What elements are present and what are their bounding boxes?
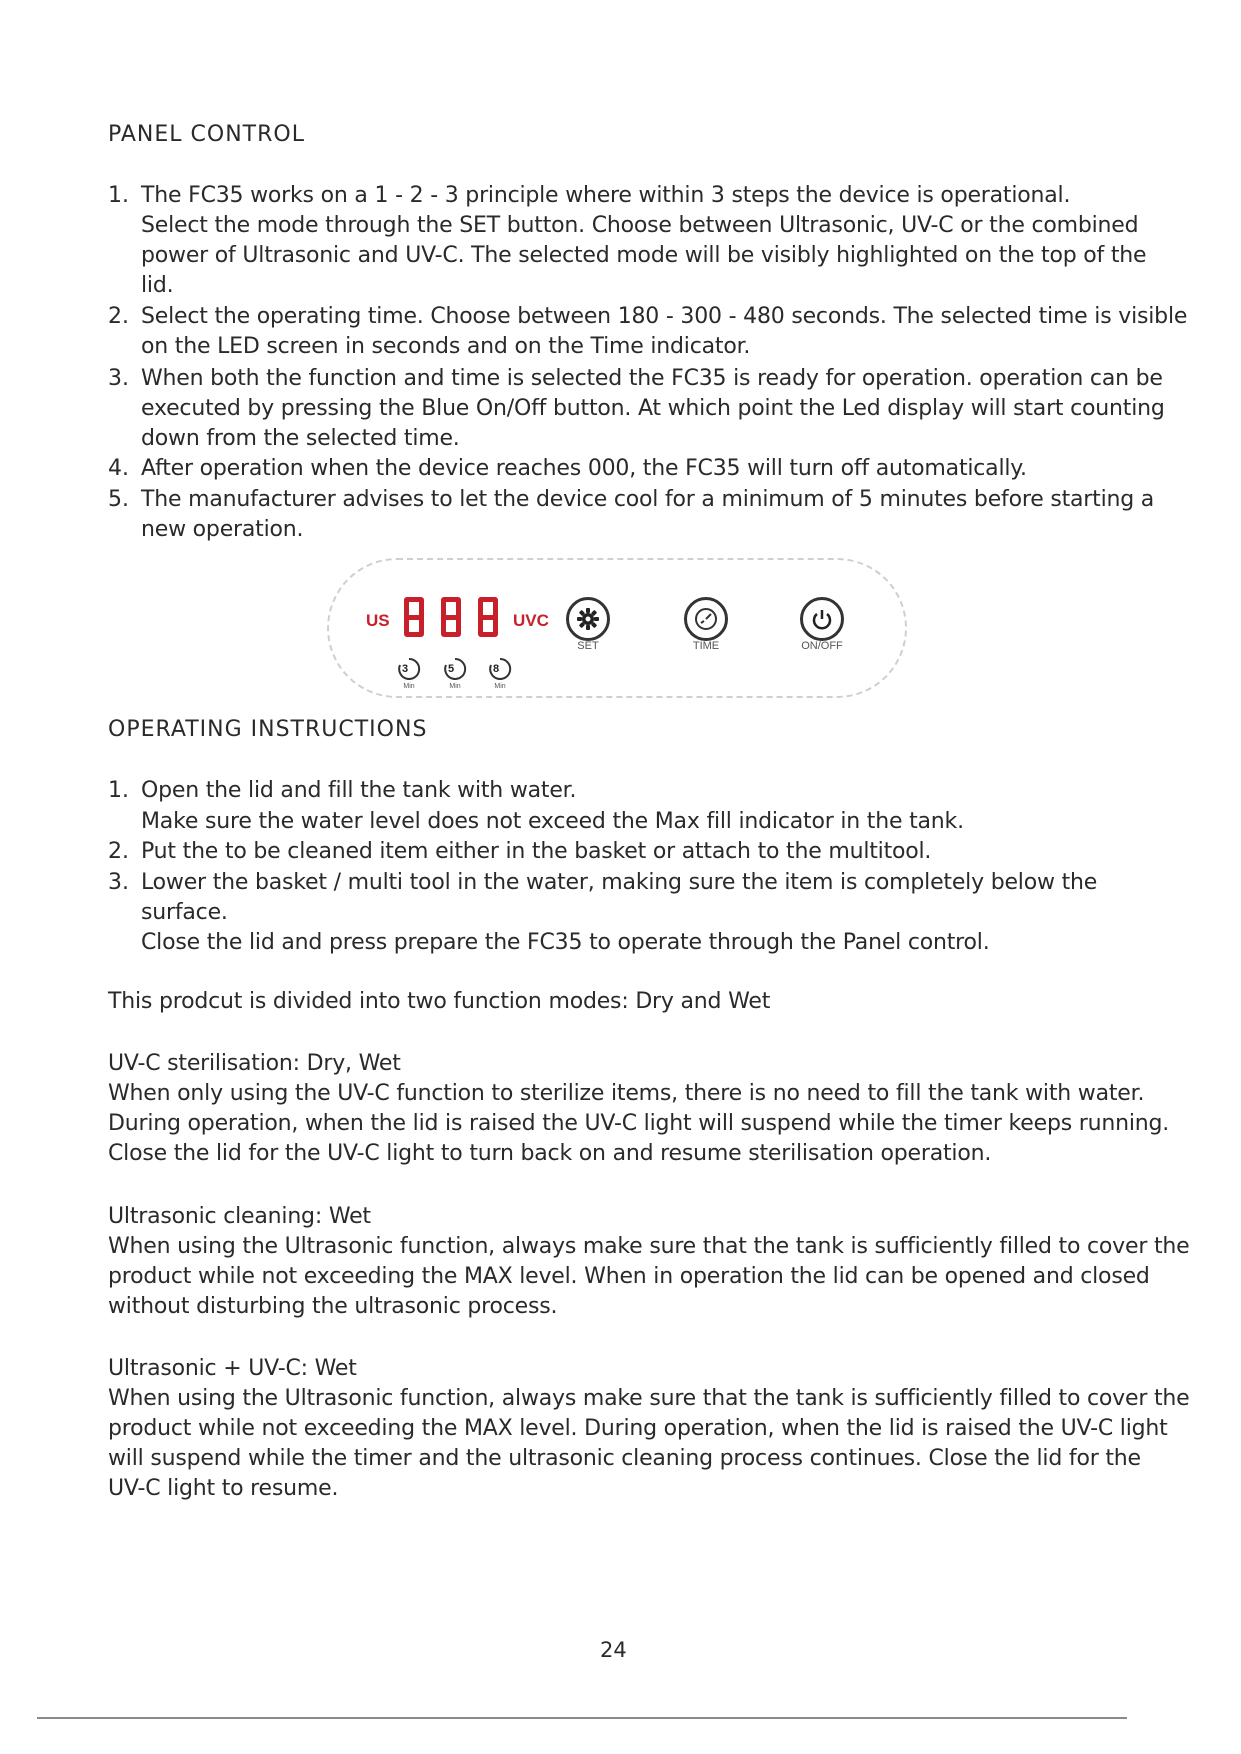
list-item-number: 4. [108,456,129,481]
section-line: When using the Ultrasonic function, always make sure that the tank is sufficiently filled to cover the [108,1234,1190,1259]
section-line: UV-C light to resume. [108,1476,339,1501]
timer-value: 5 [448,663,455,675]
led-digit [404,597,424,637]
list-item-number: 3. [108,366,129,391]
section-line: When only using the UV-C function to sterilize items, there is no need to fill the tank with water. [108,1081,1145,1106]
list-item-number: 2. [108,839,129,864]
footer-divider [37,1717,1127,1719]
list-item-line: on the LED screen in seconds and on the Time indicator. [141,334,751,359]
list-item-line: Put the to be cleaned item either in the basket or attach to the multitool. [141,839,932,864]
list-item-line: power of Ultrasonic and UV-C. The selected mode will be visibly highlighted on the top of the [141,243,1147,268]
section-title: Ultrasonic cleaning: Wet [108,1204,371,1229]
led-digit [441,597,461,637]
gear-icon [576,607,600,631]
section-title: Ultrasonic + UV-C: Wet [108,1356,357,1381]
list-item-line: The FC35 works on a 1 - 2 - 3 principle where within 3 steps the device is operational. [141,183,1071,208]
section-line: without disturbing the ultrasonic process. [108,1294,558,1319]
timer-icon [693,606,719,632]
section-title: UV-C sterilisation: Dry, Wet [108,1051,401,1076]
page-number: 24 [600,1638,627,1662]
list-item-number: 1. [108,778,129,803]
timer-unit: Min [449,683,461,690]
us-mode-label: US [366,611,390,630]
time-button-icon [684,597,728,641]
list-item-line: down from the selected time. [141,426,460,451]
section-line: During operation, when the lid is raised the UV-C light will suspend while the timer keeps running. [108,1111,1170,1136]
list-item-line: Select the mode through the SET button. Choose between Ultrasonic, UV-C or the combined [141,213,1139,238]
modes-intro: This prodcut is divided into two function modes: Dry and Wet [108,989,771,1014]
list-item-number: 3. [108,870,129,895]
list-item-line: Lower the basket / multi tool in the water, making sure the item is completely below the [141,870,1098,895]
onoff-button-icon [800,597,844,641]
timer-8min-icon [487,656,513,682]
list-item-line: Open the lid and fill the tank with water. [141,778,577,803]
timer-unit: Min [494,683,506,690]
set-label: SET [577,640,599,652]
panel-control-heading: PANEL CONTROL [108,122,305,147]
list-item-line: When both the function and time is selected the FC35 is ready for operation. operation can be [141,366,1163,391]
timer-value: 3 [402,663,409,675]
list-item-line: surface. [141,900,228,925]
timer-3min-icon [396,656,422,682]
list-item-line: After operation when the device reaches 000, the FC35 will turn off automatically. [141,456,1027,481]
list-item-line: lid. [141,273,174,298]
operating-instructions-heading: OPERATING INSTRUCTIONS [108,717,428,742]
list-item-number: 1. [108,183,129,208]
timer-value: 8 [493,663,500,675]
time-label: TIME [692,640,720,652]
led-digit [478,597,498,637]
section-line: Close the lid for the UV-C light to turn back on and resume sterilisation operation. [108,1141,992,1166]
uvc-mode-label: UVC [513,611,549,630]
list-item-line: executed by pressing the Blue On/Off button. At which point the Led display will start counting [141,396,1165,421]
list-item-number: 5. [108,487,129,512]
list-item-line: The manufacturer advises to let the device cool for a minimum of 5 minutes before starting a [141,487,1155,512]
section-line: When using the Ultrasonic function, always make sure that the tank is sufficiently filled to cover the [108,1386,1190,1411]
list-item-line: Close the lid and press prepare the FC35 to operate through the Panel control. [141,930,990,955]
section-line: will suspend while the timer and the ultrasonic cleaning process continues. Close the lid for the [108,1446,1141,1471]
onoff-label: ON/OFF [801,640,843,652]
power-icon [809,606,835,632]
timer-unit: Min [403,683,415,690]
list-item-line: new operation. [141,517,304,542]
section-line: product while not exceeding the MAX level. When in operation the lid can be opened and closed [108,1264,1150,1289]
section-line: product while not exceeding the MAX level. During operation, when the lid is raised the UV-C light [108,1416,1168,1441]
list-item-number: 2. [108,304,129,329]
set-button-icon [566,597,610,641]
list-item-line: Select the operating time. Choose between 180 - 300 - 480 seconds. The selected time is visible [141,304,1188,329]
list-item-line: Make sure the water level does not exceed the Max fill indicator in the tank. [141,809,964,834]
timer-5min-icon [442,656,468,682]
